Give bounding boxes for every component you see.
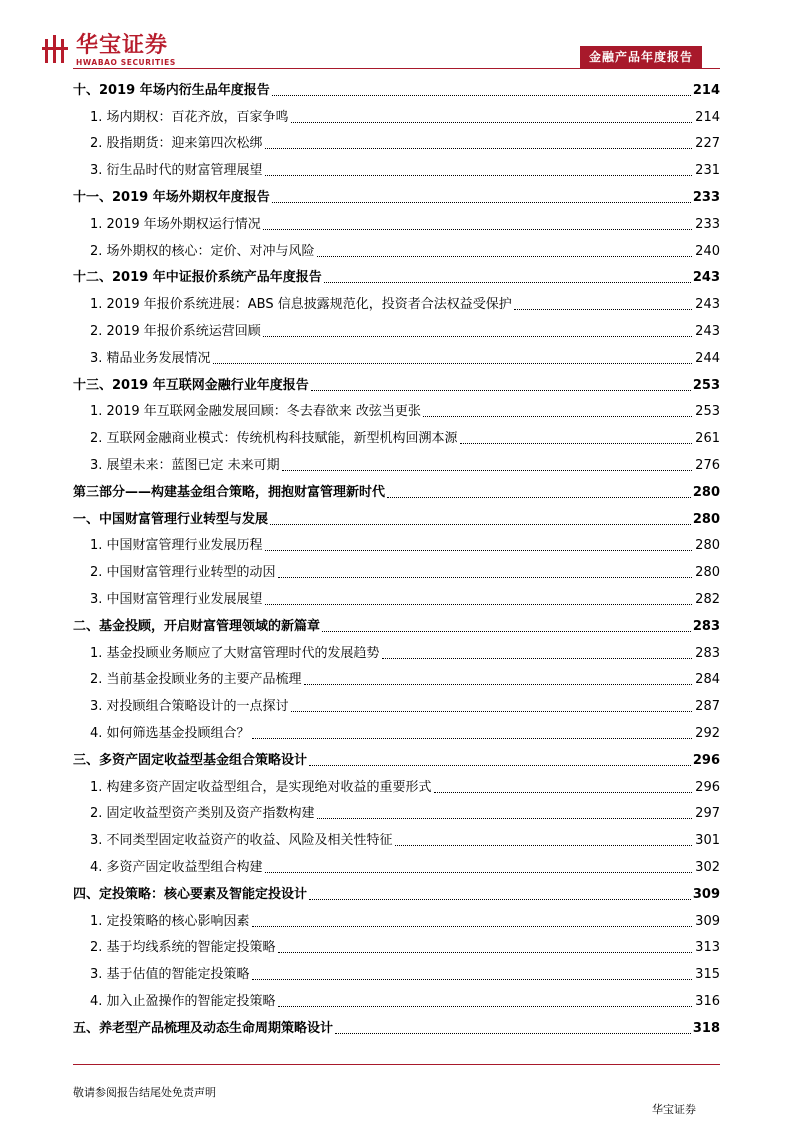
toc-dot-leader — [265, 603, 692, 605]
brand-name-cn: 华宝证券 — [76, 33, 169, 58]
toc-entry-page: 244 — [695, 350, 720, 366]
toc-entry-page: 318 — [692, 1020, 720, 1036]
toc-entry-page: 296 — [692, 752, 720, 768]
toc-subsection-entry[interactable] — [73, 206, 720, 233]
toc-dot-leader — [317, 255, 692, 257]
toc-entry-title: 十二、2019 年中证报价系统产品年度报告 — [73, 270, 322, 286]
brand-name-en: HWABAO SECURITIES — [76, 58, 176, 67]
toc-subsection-entry[interactable] — [73, 152, 720, 179]
toc-entry-title: 1. 2019 年场外期权运行情况 — [90, 216, 261, 232]
toc-section-entry[interactable] — [73, 742, 720, 769]
toc-entry-title: 3. 衍生品时代的财富管理展望 — [90, 163, 263, 179]
toc-subsection-entry[interactable] — [73, 715, 720, 742]
toc-subsection-entry[interactable] — [73, 983, 720, 1010]
toc-subsection-entry[interactable] — [73, 394, 720, 421]
toc-dot-leader — [272, 94, 691, 96]
toc-entry-page: 214 — [692, 82, 720, 98]
toc-entry-title: 十一、2019 年场外期权年度报告 — [73, 189, 270, 205]
toc-dot-leader — [387, 496, 691, 498]
header-divider — [73, 68, 720, 69]
toc-entry-title: 2. 基于均线系统的智能定投策略 — [90, 940, 276, 956]
toc-entry-title: 4. 如何筛选基金投顾组合？ — [90, 725, 250, 741]
toc-entry-title: 1. 构建多资产固定收益型组合，是实现绝对收益的重要形式 — [90, 779, 432, 795]
toc-dot-leader — [309, 764, 691, 766]
toc-section-entry[interactable] — [73, 179, 720, 206]
toc-entry-title: 三、多资产固定收益型基金组合策略设计 — [73, 752, 308, 768]
toc-entry-title: 4. 多资产固定收益型组合构建 — [90, 859, 263, 875]
toc-entry-page: 214 — [695, 109, 720, 125]
toc-dot-leader — [252, 737, 692, 739]
toc-entry-page: 296 — [695, 779, 720, 795]
toc-subsection-entry[interactable] — [73, 420, 720, 447]
table-of-contents — [73, 72, 720, 1037]
toc-subsection-entry[interactable] — [73, 126, 720, 153]
toc-entry-page: 283 — [695, 645, 720, 661]
toc-entry-title: 3. 对投顾组合策略设计的一点探讨 — [90, 699, 289, 715]
toc-subsection-entry[interactable] — [73, 849, 720, 876]
toc-entry-title: 1. 基金投顾业务顺应了大财富管理时代的发展趋势 — [90, 645, 380, 661]
toc-section-entry[interactable] — [73, 501, 720, 528]
toc-entry-page: 309 — [692, 886, 720, 902]
toc-subsection-entry[interactable] — [73, 447, 720, 474]
footer-divider — [73, 1064, 720, 1065]
toc-entry-title: 1. 场内期权：百花齐放，百家争鸣 — [90, 109, 289, 125]
toc-section-entry[interactable] — [73, 260, 720, 287]
toc-entry-page: 233 — [692, 189, 720, 205]
toc-entry-page: 231 — [695, 163, 720, 179]
toc-dot-leader — [335, 1032, 691, 1034]
toc-subsection-entry[interactable] — [73, 340, 720, 367]
toc-dot-leader — [514, 308, 692, 310]
toc-dot-leader — [382, 657, 692, 659]
toc-entry-title: 2. 当前基金投顾业务的主要产品梳理 — [90, 672, 302, 688]
toc-section-entry[interactable] — [73, 367, 720, 394]
toc-dot-leader — [304, 683, 692, 685]
toc-section-entry[interactable] — [73, 474, 720, 501]
toc-entry-page: 280 — [695, 565, 720, 581]
toc-subsection-entry[interactable] — [73, 313, 720, 340]
toc-entry-page: 284 — [695, 672, 720, 688]
toc-dot-leader — [395, 844, 692, 846]
toc-dot-leader — [322, 630, 691, 632]
toc-dot-leader — [265, 549, 692, 551]
toc-entry-page: 309 — [695, 913, 720, 929]
toc-entry-title: 3. 中国财富管理行业发展展望 — [90, 591, 263, 607]
toc-subsection-entry[interactable] — [73, 769, 720, 796]
toc-entry-title: 1. 定投策略的核心影响因素 — [90, 913, 250, 929]
toc-entry-page: 243 — [695, 297, 720, 313]
toc-subsection-entry[interactable] — [73, 554, 720, 581]
logo-mark-icon — [42, 35, 72, 65]
toc-subsection-entry[interactable] — [73, 99, 720, 126]
toc-dot-leader — [265, 871, 692, 873]
toc-section-entry[interactable] — [73, 876, 720, 903]
toc-dot-leader — [252, 925, 692, 927]
toc-dot-leader — [272, 201, 691, 203]
toc-entry-page: 283 — [692, 618, 720, 634]
toc-entry-page: 292 — [695, 725, 720, 741]
toc-entry-title: 1. 2019 年互联网金融发展回顾：冬去春欲来 改弦当更张 — [90, 404, 421, 420]
toc-subsection-entry[interactable] — [73, 822, 720, 849]
toc-dot-leader — [263, 228, 692, 230]
toc-dot-leader — [324, 281, 691, 283]
toc-entry-title: 2. 股指期货：迎来第四次松绑 — [90, 136, 263, 152]
toc-entry-page: 233 — [695, 216, 720, 232]
toc-dot-leader — [423, 415, 692, 417]
toc-entry-title: 十、2019 年场内衍生品年度报告 — [73, 82, 270, 98]
company-logo — [42, 35, 242, 75]
toc-entry-page: 315 — [695, 967, 720, 983]
toc-subsection-entry[interactable] — [73, 528, 720, 555]
toc-dot-leader — [263, 335, 692, 337]
toc-entry-page: 280 — [695, 538, 720, 554]
toc-entry-page: 253 — [692, 377, 720, 393]
toc-entry-page: 302 — [695, 859, 720, 875]
report-type-tag: 金融产品年度报告 — [580, 46, 702, 68]
toc-entry-title: 2. 场外期权的核心：定价、对冲与风险 — [90, 243, 315, 259]
toc-subsection-entry[interactable] — [73, 581, 720, 608]
toc-subsection-entry[interactable] — [73, 635, 720, 662]
toc-dot-leader — [291, 710, 692, 712]
toc-dot-leader — [311, 389, 691, 391]
toc-entry-page: 280 — [692, 484, 720, 500]
toc-dot-leader — [278, 1005, 692, 1007]
toc-dot-leader — [278, 576, 692, 578]
toc-dot-leader — [282, 469, 692, 471]
toc-subsection-entry[interactable] — [73, 233, 720, 260]
toc-entry-page: 276 — [695, 457, 720, 473]
toc-entry-title: 2. 2019 年报价系统运营回顾 — [90, 323, 261, 339]
toc-subsection-entry[interactable] — [73, 930, 720, 957]
toc-subsection-entry[interactable] — [73, 956, 720, 983]
toc-dot-leader — [213, 362, 692, 364]
toc-dot-leader — [309, 898, 691, 900]
toc-entry-title: 五、养老型产品梳理及动态生命周期策略设计 — [73, 1020, 334, 1036]
toc-subsection-entry[interactable] — [73, 796, 720, 823]
toc-dot-leader — [270, 523, 691, 525]
toc-entry-page: 280 — [692, 511, 720, 527]
toc-entry-page: 313 — [695, 940, 720, 956]
toc-dot-leader — [460, 442, 692, 444]
toc-entry-title: 四、定投策略：核心要素及智能定投设计 — [73, 886, 308, 902]
toc-subsection-entry[interactable] — [73, 903, 720, 930]
toc-entry-title: 2. 互联网金融商业模式：传统机构科技赋能，新型机构回溯本源 — [90, 431, 458, 447]
toc-dot-leader — [278, 951, 692, 953]
toc-subsection-entry[interactable] — [73, 662, 720, 689]
toc-entry-page: 297 — [695, 806, 720, 822]
toc-section-entry[interactable] — [73, 608, 720, 635]
toc-dot-leader — [252, 978, 692, 980]
toc-section-entry[interactable] — [73, 72, 720, 99]
footer-brand: 华宝证券 — [652, 1103, 696, 1116]
toc-entry-page: 282 — [695, 591, 720, 607]
disclaimer-note: 敬请参阅报告结尾处免责声明 — [73, 1086, 216, 1099]
toc-entry-page: 243 — [695, 323, 720, 339]
toc-entry-title: 二、基金投顾，开启财富管理领域的新篇章 — [73, 618, 321, 634]
toc-entry-title: 1. 中国财富管理行业发展历程 — [90, 538, 263, 554]
toc-dot-leader — [434, 791, 692, 793]
toc-entry-title: 一、中国财富管理行业转型与发展 — [73, 511, 269, 527]
toc-entry-page: 261 — [695, 431, 720, 447]
toc-entry-title: 2. 固定收益型资产类别及资产指数构建 — [90, 806, 315, 822]
toc-entry-title: 1. 2019 年报价系统进展：ABS 信息披露规范化，投资者合法权益受保护 — [90, 297, 512, 313]
toc-dot-leader — [265, 147, 692, 149]
toc-entry-title: 2. 中国财富管理行业转型的动因 — [90, 565, 276, 581]
page-header — [0, 0, 793, 72]
toc-subsection-entry[interactable] — [73, 286, 720, 313]
toc-entry-title: 3. 基于估值的智能定投策略 — [90, 967, 250, 983]
toc-entry-page: 287 — [695, 699, 720, 715]
toc-entry-title: 第三部分——构建基金组合策略，拥抱财富管理新时代 — [73, 484, 386, 500]
toc-entry-title: 3. 展望未来：蓝图已定 未来可期 — [90, 457, 280, 473]
toc-entry-title: 3. 精品业务发展情况 — [90, 350, 211, 366]
toc-entry-page: 316 — [695, 993, 720, 1009]
toc-entry-title: 3. 不同类型固定收益资产的收益、风险及相关性特征 — [90, 833, 393, 849]
toc-entry-page: 253 — [695, 404, 720, 420]
toc-entry-title: 十三、2019 年互联网金融行业年度报告 — [73, 377, 309, 393]
toc-dot-leader — [265, 174, 692, 176]
toc-entry-page: 227 — [695, 136, 720, 152]
toc-entry-page: 301 — [695, 833, 720, 849]
toc-entry-page: 240 — [695, 243, 720, 259]
toc-dot-leader — [291, 121, 692, 123]
toc-entry-page: 243 — [692, 270, 720, 286]
toc-subsection-entry[interactable] — [73, 688, 720, 715]
toc-section-entry[interactable] — [73, 1010, 720, 1037]
toc-entry-title: 4. 加入止盈操作的智能定投策略 — [90, 993, 276, 1009]
toc-dot-leader — [317, 817, 692, 819]
